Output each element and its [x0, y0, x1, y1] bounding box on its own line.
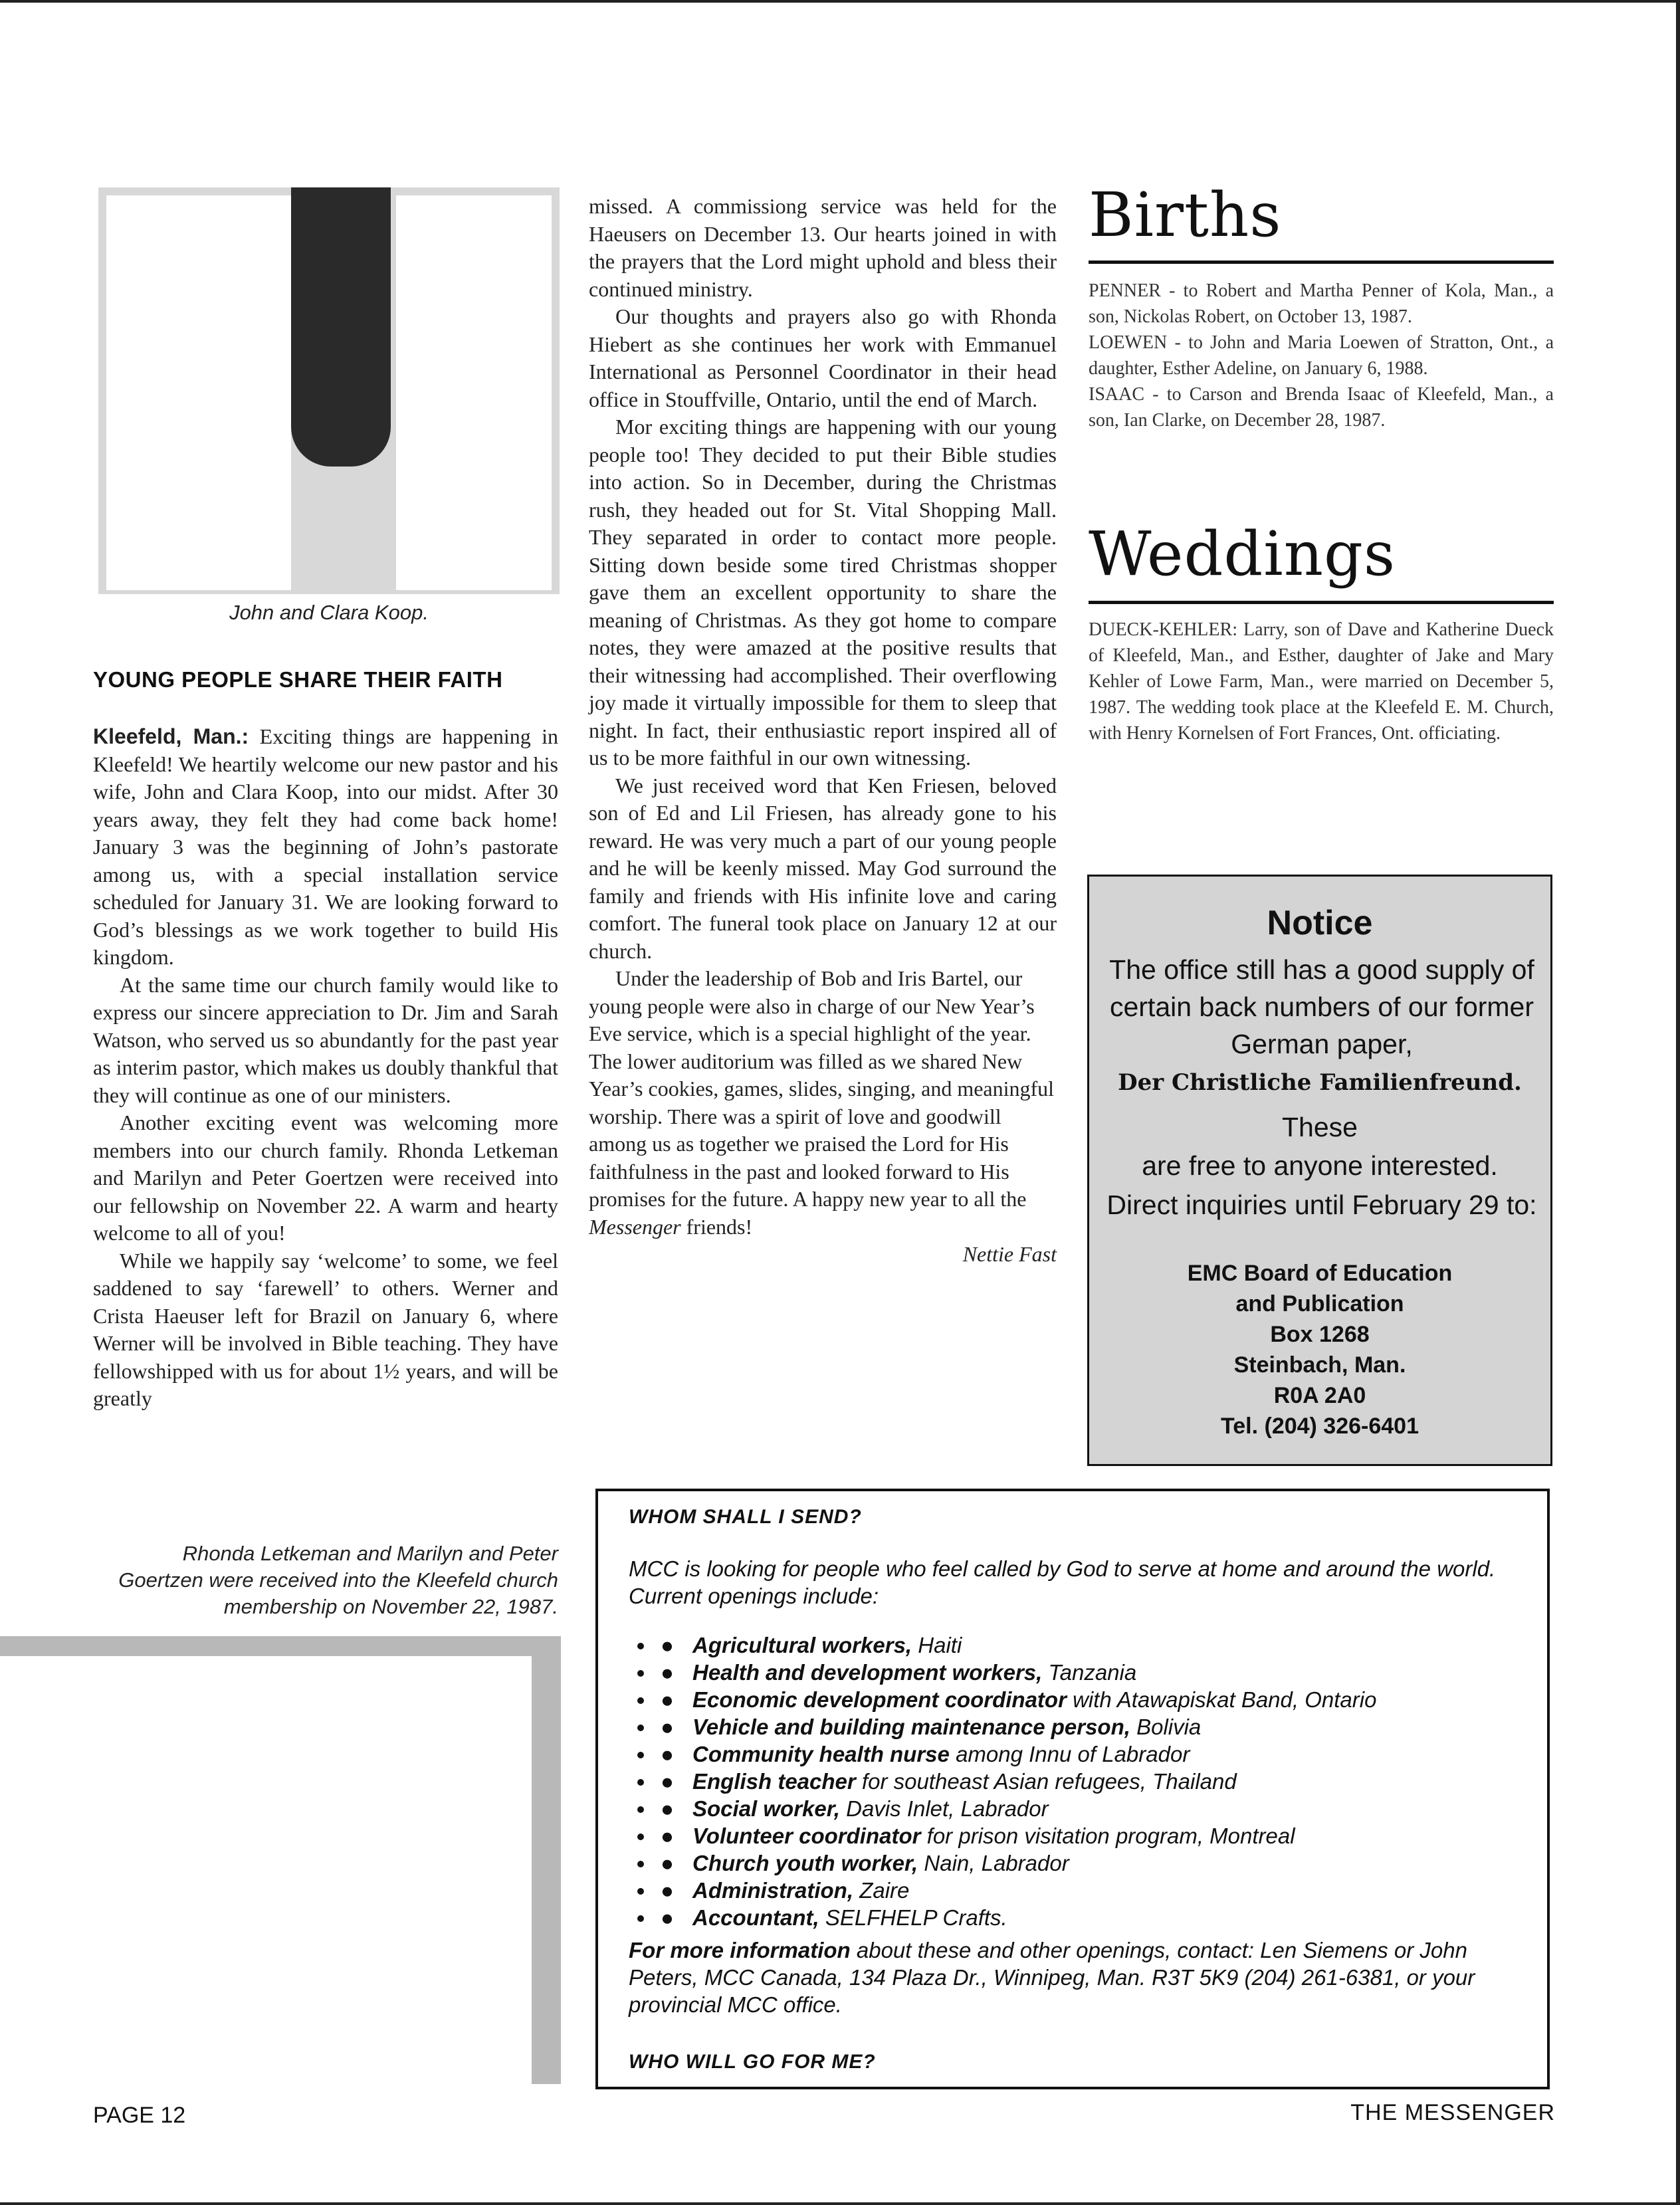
article-paragraph: Under the leadership of Bob and Iris Bartel, our young people were also in charge of our New Year’s Eve service, which is a special highlight of the year. The lower auditorium was filled as we shared New Year’s cookies, games, slides, singing, and meaningful worship. There was a spirit of love and goodwill among us as together we praised the Lord for His faithfulness in the past and looked forward to His promises for the future. A happy new year to all the Messenger friends!: [589, 966, 1055, 1239]
bullet-icon: • ●: [661, 1742, 674, 1766]
bullet-icon: • ●: [661, 1905, 674, 1930]
article-paragraph: Our thoughts and prayers also go with Rhonda Hiebert as she continues her work with Emmanuel International as Personnel Coordinator in their head office in Stouffville, Ontario, until the end of March.: [589, 304, 1057, 411]
birth-entry: ISAAC - to Carson and Brenda Isaac of Kleefeld, Man., a son, Ian Clarke, on December 28, 1987.: [1089, 384, 1554, 431]
photo-shadow: [291, 187, 391, 467]
page-number: PAGE 12: [93, 2103, 186, 2128]
article-paragraph: We just received word that Ken Friesen, beloved son of Ed and Lil Friesen, has already gone to his reward. He was very much a part of our young people and he will be keenly missed. May God surround the family and friends with His infinite love and caring comfort. The funeral took place on January 12 at our church.: [589, 773, 1057, 963]
notice-title: Notice: [1267, 904, 1373, 942]
mcc-title: WHOM SHALL I SEND?: [629, 1506, 862, 1528]
article-paragraph: Kleefeld, Man.: Exciting things are happening in Kleefeld! We heartily welcome our new pastor and his wife, John and Clara Koop, into our midst. After 30 years away, they felt they had come back home! January 3 was the beginning of John’s pastorate among us, with a special installation service scheduled for January 31. We are looking forward to God’s blessings as we work together to build His kingdom.: [93, 724, 559, 969]
notice-box: [1087, 875, 1552, 1466]
list-item: • ● Vehicle and building maintenance person, Bolivia: [655, 1713, 1546, 1740]
photo1-caption: John and Clara Koop.: [229, 601, 429, 624]
redacted-photo-content: [0, 1656, 532, 2084]
address-line: Tel. (204) 326-6401: [1221, 1414, 1419, 1439]
bullet-icon: • ●: [661, 1824, 674, 1848]
address-line: R0A 2A0: [1273, 1383, 1366, 1408]
scan-border-bottom: [0, 2202, 1680, 2205]
bullet-icon: • ●: [661, 1769, 674, 1794]
mcc-contact: For more information about these and other openings, contact: Len Siemens or John Peters, MCC Canada, 134 Plaza Dr., Winnipeg, Man. R3T 5K9 (204) 261-6381, or your provincial MCC office.: [629, 1938, 1475, 2017]
article-paragraph: Mor exciting things are happening with our young people too! They decided to put their Bible studies into action. So in December, during the Christmas rush, they headed out for St. Vital Shopping Mall. They separated in order to contact more people. Sitting down beside some tired Christmas shopper gave them an excellent opportunity to share the meaning of Christmas. As they got home to compare notes, they were amazed at the positive results that their witnessing had accomplished. Their overflowing joy made it virtually impossible for them to sleep that night. In fact, their enthusiastic report inspired all of us to be more faithful in our own witnessing.: [589, 415, 1057, 770]
notice-address: [1089, 1258, 1550, 1441]
article-paragraph: missed. A commissiong service was held for the Haeusers on December 13. Our hearts joined in with the prayers that the Lord might uphold and bless their continued ministry.: [589, 194, 1057, 301]
bullet-icon: • ●: [661, 1715, 674, 1739]
redacted-figure-right: [396, 195, 552, 590]
list-item: • ● Administration, Zaire: [655, 1877, 1546, 1904]
redacted-figure-left: [106, 195, 291, 590]
scan-border-right: [1676, 0, 1680, 2205]
publication-name: THE MESSENGER: [1350, 2100, 1555, 2125]
article-headline: YOUNG PEOPLE SHARE THEIR FAITH: [93, 667, 503, 692]
mcc-openings-list: [629, 1631, 1546, 1931]
births-rule: [1089, 261, 1554, 264]
article-column-1: [93, 723, 558, 1413]
notice-line-2: These: [1282, 1112, 1358, 1142]
weddings-text: DUECK-KEHLER: Larry, son of Dave and Katherine Dueck of Kleefeld, Man., and Esther, daughter of Jake and Mary Kehler of Lowe Farm, Man., were married on December 5, 1987. The wedding took place at the Kleefeld E. M. Church, with Henry Kornelsen of Fort Frances, Ont. officiating.: [1089, 619, 1554, 744]
photo-john-clara-koop: [98, 187, 560, 594]
notice-line-3: are free to anyone interested.: [1142, 1150, 1498, 1181]
photo-new-members: [0, 1636, 561, 2084]
list-item: • ● English teacher for southeast Asian refugees, Thailand: [655, 1768, 1546, 1795]
article-paragraph: While we happily say ‘welcome’ to some, we feel saddened to say ‘farewell’ to others. Werner and Crista Haeuser left for Brazil on January 6, where Werner will be involved in Bible teaching. They have fellowshipped with us for about 1½ years, and will be greatly: [93, 1248, 558, 1410]
mcc-closing: WHO WILL GO FOR ME?: [629, 2051, 876, 2073]
notice-line-1: The office still has a good supply of certain back numbers of our former German paper,: [1109, 954, 1534, 1059]
list-item: • ● Accountant, SELFHELP Crafts.: [655, 1904, 1546, 1931]
address-line: Box 1268: [1270, 1322, 1370, 1347]
list-item: • ● Church youth worker, Nain, Labrador: [655, 1849, 1546, 1877]
article-paragraph: At the same time our church family would like to express our sincere appreciation to Dr. Jim and Sarah Watson, who served us so abundantly for the past year as interim pastor, which makes us doubly thankful that they will continue as one of our ministers.: [93, 972, 558, 1107]
mcc-intro: MCC is looking for people who feel called by God to serve at home and around the world. Current openings include:: [629, 1556, 1496, 1608]
notice-german-paper: Der Christliche Familienfreund.: [1118, 1069, 1522, 1096]
scan-border-top: [0, 0, 1680, 3]
notice-line-4: Direct inquiries until February 29 to:: [1106, 1190, 1537, 1220]
address-line: EMC Board of Education: [1187, 1261, 1453, 1286]
bullet-icon: • ●: [661, 1796, 674, 1821]
list-item: • ● Health and development workers, Tanzania: [655, 1659, 1546, 1686]
article-author: Nettie Fast: [962, 1242, 1057, 1266]
list-item: • ● Volunteer coordinator for prison visitation program, Montreal: [655, 1822, 1546, 1849]
bullet-icon: • ●: [661, 1687, 674, 1712]
list-item: • ● Community health nurse among Innu of Labrador: [655, 1740, 1546, 1768]
address-line: Steinbach, Man.: [1233, 1352, 1406, 1378]
article-column-2: [589, 193, 1057, 1269]
address-line: and Publication: [1235, 1291, 1404, 1316]
weddings-rule: [1089, 601, 1554, 604]
article-paragraph: Another exciting event was welcoming more members into our church family. Rhonda Letkeman and Marilyn and Peter Goertzen were received into our fellowship on November 22. A warm and hearty welcome to all of you!: [93, 1110, 558, 1245]
list-item: • ● Agricultural workers, Haiti: [655, 1631, 1546, 1659]
list-item: • ● Economic development coordinator with Atawapiskat Band, Ontario: [655, 1686, 1546, 1713]
births-list: [1089, 278, 1554, 433]
bullet-icon: • ●: [661, 1633, 674, 1657]
births-heading: Births: [1089, 179, 1282, 251]
weddings-heading: Weddings: [1089, 518, 1396, 589]
bullet-icon: • ●: [661, 1878, 674, 1903]
dateline: Kleefeld, Man.:: [93, 724, 249, 748]
birth-entry: LOEWEN - to John and Maria Loewen of Stratton, Ont., a daughter, Esther Adeline, on January 6, 1988.: [1089, 332, 1554, 379]
bullet-icon: • ●: [661, 1660, 674, 1685]
list-item: • ● Social worker, Davis Inlet, Labrador: [655, 1795, 1546, 1822]
photo2-caption: Rhonda Letkeman and Marilyn and Peter Goertzen were received into the Kleefeld church membership on November 22, 1987.: [118, 1542, 558, 1618]
birth-entry: PENNER - to Robert and Martha Penner of Kola, Man., a son, Nickolas Robert, on October 13, 1987.: [1089, 280, 1554, 327]
mcc-box: [595, 1489, 1550, 2089]
bullet-icon: • ●: [661, 1851, 674, 1875]
